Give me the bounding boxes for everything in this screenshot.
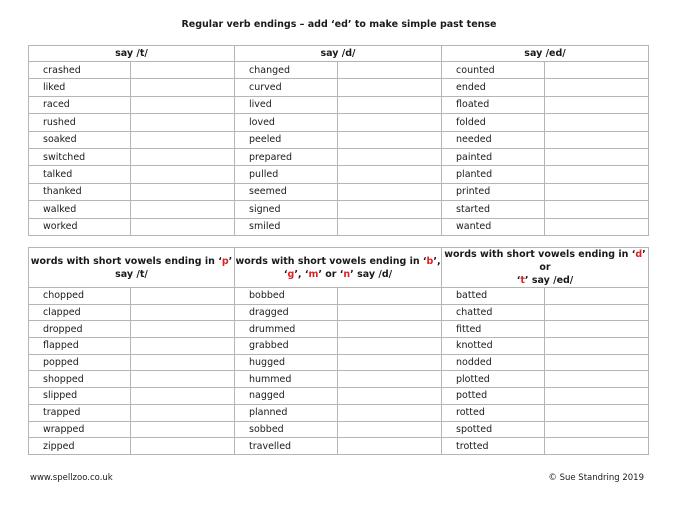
verb-cell: shopped [29,371,131,388]
blank-cell [338,354,442,371]
blank-cell [338,201,442,218]
blank-cell [545,404,649,421]
blank-cell [545,388,649,405]
blank-cell [338,183,442,200]
table-row [29,371,649,388]
blank-cell [131,338,235,355]
blank-cell [545,62,649,79]
blank-cell [338,79,442,96]
verb-cell: raced [29,96,131,113]
verb-cell: soaked [29,131,131,148]
verb-cell: crashed [29,62,131,79]
header-ending-p: words with short vowels ending in ‘p’ say /t/ [29,248,235,288]
blank-cell [338,338,442,355]
blank-cell [338,371,442,388]
blank-cell [545,183,649,200]
blank-cell [131,114,235,131]
verb-cell: switched [29,148,131,165]
blank-cell [545,371,649,388]
header-say-ed: say /ed/ [442,46,649,62]
verb-cell: sobbed [235,421,338,438]
verb-cell: trotted [442,438,545,455]
blank-cell [131,404,235,421]
blank-cell [131,131,235,148]
verb-cell: folded [442,114,545,131]
verb-cell: nagged [235,388,338,405]
verb-cell: smiled [235,218,338,235]
verb-cell: wanted [442,218,545,235]
verb-cell: planted [442,166,545,183]
blank-cell [545,201,649,218]
table-row [29,62,649,79]
blank-cell [338,148,442,165]
verb-cell: walked [29,201,131,218]
blank-cell [131,388,235,405]
verb-cell: chopped [29,288,131,305]
blank-cell [545,79,649,96]
blank-cell [545,218,649,235]
verb-cell: counted [442,62,545,79]
verb-cell: planned [235,404,338,421]
table-row [29,148,649,165]
verb-cell: fitted [442,321,545,338]
blank-cell [338,404,442,421]
verb-cell: talked [29,166,131,183]
blank-cell [545,166,649,183]
page-title: Regular verb endings – add ‘ed’ to make simple past tense [181,19,497,30]
verb-cell: printed [442,183,545,200]
blank-cell [545,421,649,438]
blank-cell [545,354,649,371]
verb-cell: liked [29,79,131,96]
header-ending-bgmn: words with short vowels ending in ‘b’, ‘g’, ‘m’ or ‘n’ say /d/ [235,248,442,288]
verb-cell: flapped [29,338,131,355]
verb-cell: travelled [235,438,338,455]
verb-cell: needed [442,131,545,148]
verb-cell: seemed [235,183,338,200]
verb-cell: dropped [29,321,131,338]
blank-cell [545,321,649,338]
verb-cell: peeled [235,131,338,148]
blank-cell [545,338,649,355]
table-row [29,183,649,200]
blank-cell [545,304,649,321]
table-row [29,114,649,131]
verb-cell: plotted [442,371,545,388]
blank-cell [545,288,649,305]
blank-cell [338,288,442,305]
verb-cell: drummed [235,321,338,338]
verb-cell: started [442,201,545,218]
blank-cell [545,114,649,131]
verb-cell: zipped [29,438,131,455]
blank-cell [131,438,235,455]
blank-cell [338,62,442,79]
header-ending-dt: words with short vowels ending in ‘d’ or ‘t’ say /ed/ [442,248,649,288]
verb-cell: batted [442,288,545,305]
verb-cell: worked [29,218,131,235]
table-row [29,388,649,405]
verb-cell: signed [235,201,338,218]
verb-cell: wrapped [29,421,131,438]
verb-cell: loved [235,114,338,131]
blank-cell [545,148,649,165]
verb-cell: changed [235,62,338,79]
verb-cell: rotted [442,404,545,421]
blank-cell [545,96,649,113]
verb-cell: knotted [442,338,545,355]
table-row [29,288,649,305]
table-row [29,438,649,455]
blank-cell [338,131,442,148]
table-row [29,338,649,355]
footer-website: www.spellzoo.co.uk [30,473,113,483]
verb-cell: popped [29,354,131,371]
table-row [29,421,649,438]
table-row [29,321,649,338]
table-row [29,404,649,421]
blank-cell [131,62,235,79]
verb-cell: rushed [29,114,131,131]
blank-cell [545,438,649,455]
blank-cell [338,114,442,131]
verb-cell: curved [235,79,338,96]
blank-cell [545,131,649,148]
table-row [29,131,649,148]
verb-cell: prepared [235,148,338,165]
table-row [29,96,649,113]
verb-cell: spotted [442,421,545,438]
blank-cell [131,183,235,200]
verb-cell: ended [442,79,545,96]
verb-cell: dragged [235,304,338,321]
blank-cell [131,354,235,371]
blank-cell [131,218,235,235]
verb-cell: chatted [442,304,545,321]
blank-cell [338,304,442,321]
header-say-d: say /d/ [235,46,442,62]
blank-cell [131,79,235,96]
blank-cell [131,201,235,218]
blank-cell [131,321,235,338]
verb-cell: painted [442,148,545,165]
header-say-t: say /t/ [29,46,235,62]
table-row [29,218,649,235]
footer-copyright: © Sue Standring 2019 [548,473,644,483]
blank-cell [131,96,235,113]
blank-cell [131,148,235,165]
verb-table-short-vowels [28,247,649,455]
blank-cell [131,421,235,438]
verb-cell: bobbed [235,288,338,305]
blank-cell [338,166,442,183]
verb-cell: pulled [235,166,338,183]
blank-cell [131,371,235,388]
table-row [29,304,649,321]
verb-cell: hugged [235,354,338,371]
table-row [29,166,649,183]
verb-cell: grabbed [235,338,338,355]
table-row [29,79,649,96]
blank-cell [338,438,442,455]
table-row [29,354,649,371]
table-row [29,201,649,218]
verb-cell: trapped [29,404,131,421]
blank-cell [338,96,442,113]
blank-cell [131,304,235,321]
verb-cell: clapped [29,304,131,321]
verb-cell: slipped [29,388,131,405]
blank-cell [338,321,442,338]
verb-cell: thanked [29,183,131,200]
verb-cell: potted [442,388,545,405]
blank-cell [338,421,442,438]
verb-cell: hummed [235,371,338,388]
verb-cell: floated [442,96,545,113]
blank-cell [131,288,235,305]
verb-cell: lived [235,96,338,113]
verb-cell: nodded [442,354,545,371]
verb-table-sounds [28,45,649,236]
blank-cell [338,218,442,235]
blank-cell [338,388,442,405]
blank-cell [131,166,235,183]
